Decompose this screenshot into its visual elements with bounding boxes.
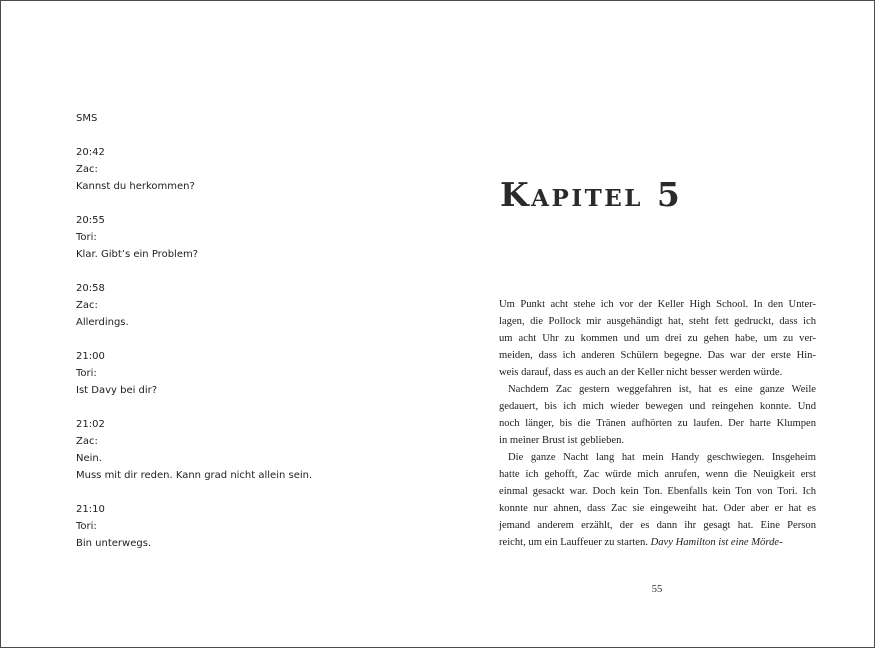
sms-text: Klar. Gibt’s ein Problem? — [76, 249, 199, 260]
sms-sender: Tori: — [76, 368, 97, 379]
chapter-body — [499, 296, 816, 551]
body-line: konnte nur ahnen, dass Zac sie eingeweiht hat. Oder aber er hat es — [499, 503, 816, 514]
sms-message — [76, 416, 436, 484]
page-number: 55 — [651, 584, 663, 595]
body-line-last — [499, 534, 816, 551]
body-line: einmal gesackt war. Doch kein Ton. Ebenfalls kein Ton von Tori. Ich — [499, 486, 816, 497]
sms-text: Allerdings. — [76, 317, 129, 328]
body-line: hatte ich gehofft, Zac würde mich anrufen, wenn die Neuigkeit erst — [499, 469, 816, 480]
sms-message — [76, 501, 436, 552]
sms-sender: Tori: — [76, 521, 97, 532]
sms-sender: Zac: — [76, 300, 98, 311]
sms-time: 20:55 — [76, 215, 105, 226]
body-line: in meiner Brust ist geblieben. — [499, 435, 625, 446]
sms-message — [76, 348, 436, 399]
body-line: Nachdem Zac gestern weggefahren ist, hat es eine ganze Weile — [508, 384, 816, 395]
sms-time: 21:10 — [76, 504, 105, 515]
body-line: lagen, die Pollock mir ausgehändigt hat, steht fett gedruckt, dass ich — [499, 316, 816, 327]
body-line: um acht Uhr zu kommen und um drei zu gehen habe, um zu ver- — [499, 333, 816, 344]
chapter-title: Kapitel 5 — [500, 175, 683, 214]
body-line-normal-text: reicht, um ein Lauffeuer zu starten. — [499, 537, 651, 548]
body-line: Um Punkt acht stehe ich vor der Keller High School. In den Unter- — [499, 299, 816, 310]
sms-text: Bin unterwegs. — [76, 538, 152, 549]
sms-message — [76, 280, 436, 331]
sms-transcript — [76, 110, 436, 569]
sms-text: Kannst du herkommen? — [76, 181, 195, 192]
sms-sender: Zac: — [76, 164, 98, 175]
sms-sender: Tori: — [76, 232, 97, 243]
body-line-italic-text: Davy Hamilton ist eine Mörde- — [650, 537, 783, 548]
body-line: jemand anderem erzählt, der es dann ihr gesagt hat. Eine Person — [499, 520, 816, 531]
body-line: meiden, dass ich anderen Schülern begegne. Das war der erste Hin- — [499, 350, 816, 361]
sms-time: 21:02 — [76, 419, 105, 430]
sms-time: 20:58 — [76, 283, 105, 294]
sms-time: 20:42 — [76, 147, 105, 158]
sms-message — [76, 212, 436, 263]
body-line: noch länger, bis die Tränen aufhörten zu laufen. Der harte Klumpen — [499, 418, 816, 429]
sms-sender: Zac: — [76, 436, 98, 447]
sms-text: Ist Davy bei dir? — [76, 385, 158, 396]
sms-message — [76, 144, 436, 195]
body-line: Die ganze Nacht lang hat mein Handy geschwiegen. Insgeheim — [508, 452, 816, 463]
sms-time: 21:00 — [76, 351, 105, 362]
body-line: weis darauf, dass es auch an der Keller nicht besser werden würde. — [499, 367, 783, 378]
body-line: gedauert, bis ich mich wieder bewegen und reingehen konnte. Und — [499, 401, 816, 412]
sms-text: Muss mit dir reden. Kann grad nicht allein sein. — [76, 470, 313, 481]
sms-heading: SMS — [76, 113, 98, 124]
sms-text: Nein. — [76, 453, 102, 464]
